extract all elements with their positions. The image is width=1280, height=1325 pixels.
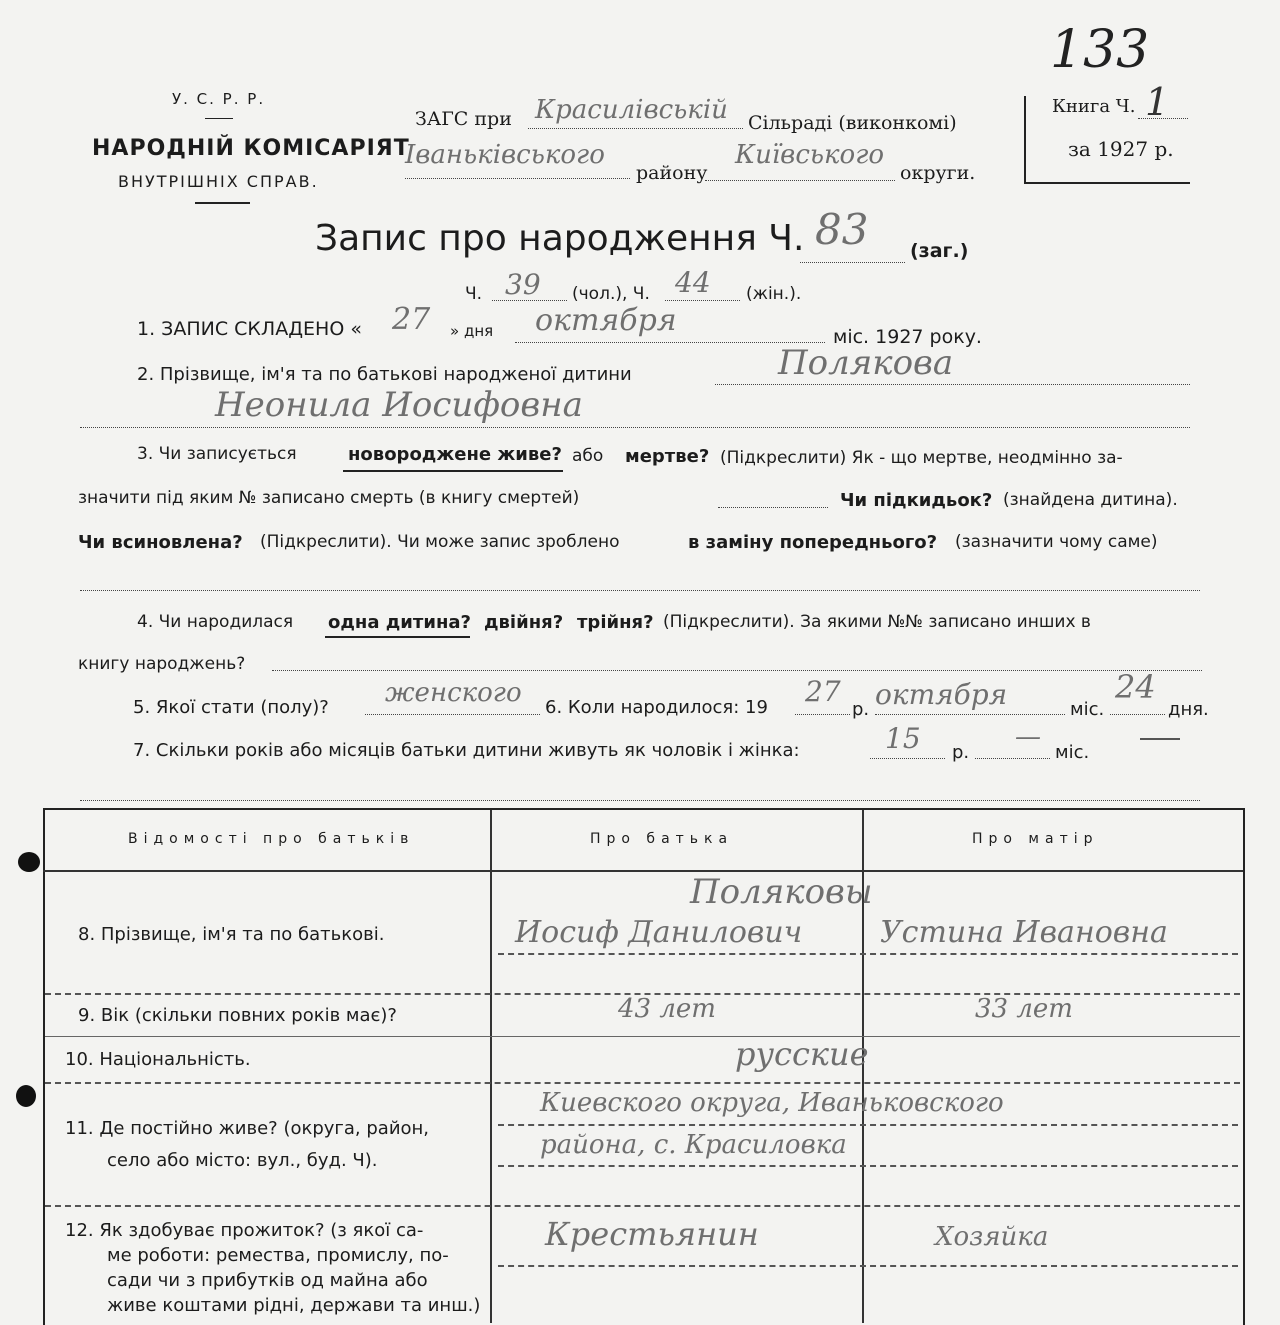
row12-label-2: ме роботи: ремества, промислу, по-	[107, 1245, 449, 1266]
item3-dead: мертве?	[625, 446, 710, 467]
book-box-bottom	[1024, 182, 1190, 184]
book-year: за 1927 р.	[1068, 137, 1174, 161]
book-label: Книга Ч.	[1052, 96, 1136, 117]
item7-r: р.	[952, 742, 970, 763]
item3-foundling-note: (знайдена дитина).	[1003, 490, 1178, 510]
item4-line2: книгу народжень?	[78, 654, 246, 674]
divider	[205, 118, 233, 119]
item3-foundling: Чи підкидьок?	[840, 490, 993, 511]
father-occupation: Крестьянин	[545, 1215, 759, 1253]
nationality: русские	[735, 1035, 869, 1073]
birth-month: октября	[875, 678, 1008, 711]
row8-label: 8. Прізвище, ім'я та по батькові.	[78, 924, 385, 945]
sex-value: женского	[385, 678, 522, 708]
district-name: Іваньківського	[405, 140, 605, 170]
record-number: 83	[815, 205, 869, 254]
item3-replace: в заміну попереднього?	[688, 532, 938, 553]
department-label: ВНУТРІШНІХ СПРАВ.	[118, 172, 319, 191]
male-prefix: Ч.	[465, 284, 483, 304]
item1-day: 27	[392, 302, 431, 337]
zags-prefix: ЗАГС при	[415, 108, 512, 130]
republic-label: У. С. Р. Р.	[172, 90, 266, 108]
item4-triplets: трійня?	[577, 612, 654, 633]
book-number: 1	[1145, 80, 1170, 124]
record-total-label: (заг.)	[910, 240, 969, 262]
female-label: (жін.).	[746, 284, 802, 304]
item4-num: 4. Чи народилася	[137, 612, 294, 632]
archive-number: 133	[1050, 20, 1150, 80]
okrug-name: Київського	[735, 140, 885, 170]
item3-num: 3. Чи записується	[137, 444, 297, 464]
item3-line2: значити під яким № записано смерть (в книгу смертей)	[78, 488, 580, 508]
item6-r: р.	[852, 699, 870, 720]
female-count: 44	[675, 266, 711, 299]
table-header-mother: Про матір	[972, 831, 1099, 847]
item3-rest: (Підкреслити) Як - що мертве, неодмінно за-	[720, 448, 1123, 468]
item1-label: 1. ЗАПИС СКЛАДЕНО «	[137, 318, 362, 340]
item6-mis: міс.	[1070, 699, 1105, 720]
male-count: 39	[505, 268, 541, 301]
row12-label-3: сади чи з прибутків од майна або	[107, 1270, 428, 1291]
row12-label-1: 12. Як здобуває прожиток? (з якої са-	[65, 1220, 424, 1241]
marriage-years: 15	[885, 722, 921, 755]
child-surname: Полякова	[778, 343, 954, 383]
item6-label: 6. Коли народилося: 19	[545, 697, 768, 718]
mother-age: 33 лет	[975, 994, 1073, 1024]
father-name: Иосиф Данилович	[515, 915, 803, 950]
residence-line2: района, с. Красиловка	[540, 1130, 847, 1160]
birth-day: 24	[1115, 668, 1156, 706]
row10-label: 10. Національність.	[65, 1049, 251, 1070]
table-header-father: Про батька	[590, 831, 734, 847]
item7-mis: міс.	[1055, 742, 1090, 763]
item3-replace-note: (зазначити чому саме)	[955, 532, 1158, 552]
ink-blot	[16, 1085, 36, 1107]
row12-label-4: живе коштами рідні, держави та инш.)	[107, 1295, 481, 1316]
item3-alive: новороджене живе?	[348, 444, 562, 465]
child-name: Неонила Иосифовна	[215, 385, 583, 425]
ink-blot	[18, 852, 40, 872]
item7-label: 7. Скільки років або місяців батьки дитини живуть як чоловік і жінка:	[133, 740, 800, 761]
item1-tail: міс. 1927 року.	[833, 326, 982, 348]
father-age: 43 лет	[618, 994, 716, 1024]
district-label: району	[636, 162, 708, 184]
item3-adopted-note: (Підкреслити). Чи може запис зроблено	[260, 532, 620, 552]
row11-label-2: село або місто: вул., буд. Ч).	[107, 1150, 378, 1171]
book-box-left	[1024, 96, 1026, 184]
item5-label: 5. Якої стати (полу)?	[133, 697, 329, 718]
single-underline	[325, 636, 470, 638]
mother-occupation: Хозяйка	[935, 1222, 1049, 1252]
item2-label: 2. Прізвище, ім'я та по батькові народженої дитини	[137, 364, 632, 385]
item3-adopted: Чи всиновлена?	[78, 532, 243, 553]
item1-month: октября	[535, 303, 677, 338]
item4-single: одна дитина?	[328, 612, 471, 633]
table-header-info: Відомості про батьків	[128, 831, 415, 847]
item3-or: або	[572, 446, 604, 466]
item6-dnya: дня.	[1168, 699, 1209, 720]
residence-line1: Киевского округа, Иваньковского	[540, 1088, 1004, 1118]
zags-village: Красилівській	[535, 95, 728, 125]
marriage-months: —	[1015, 722, 1041, 752]
alive-underline	[343, 470, 563, 472]
divider	[195, 202, 250, 204]
item1-mid: » дня	[450, 322, 494, 340]
row11-label-1: 11. Де постійно живе? (округа, район,	[65, 1118, 430, 1139]
item4-twins: двійня?	[484, 612, 564, 633]
okrug-label: округи.	[900, 162, 976, 184]
male-label: (чол.), Ч.	[572, 284, 650, 304]
row9-label: 9. Вік (скільки повних років має)?	[78, 1005, 397, 1026]
birth-year: 27	[805, 675, 841, 708]
parents-surname: Поляковы	[690, 872, 873, 912]
mother-name: Устина Ивановна	[880, 915, 1168, 950]
record-title: Запис про народження Ч.	[315, 218, 805, 259]
zags-suffix: Сільраді (виконкомі)	[748, 112, 957, 134]
commissariat-title: НАРОДНІЙ КОМІСАРІЯТ	[92, 136, 410, 161]
item4-rest: (Підкреслити). За якими №№ записано инших в	[663, 612, 1091, 632]
